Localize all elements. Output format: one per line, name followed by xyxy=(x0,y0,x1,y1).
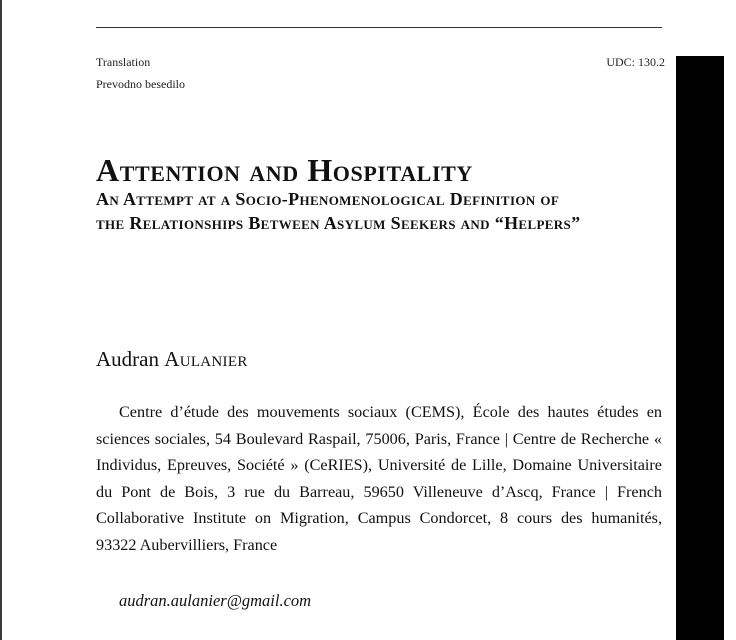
section-label-block xyxy=(96,51,185,95)
section-label: Translation xyxy=(96,55,151,69)
author-affiliation: Centre d’étude des mouvements sociaux (CEMS), École des hautes études en sciences sociales, 54 Boulevard Raspail, 75006, Paris, France | Centre de Recherche « Individus, Epreuves, Société » (CeRIES), Université de Lille, Domaine Universitaire du Pont de Bois, 3 rue du Barreau, 59650 Villeneuve d’Ascq, France | French Collaborative Institute on Migration, Campus Condorcet, 8 cours des humanités, 93322 Aubervilliers, France xyxy=(96,403,662,554)
article-title: Attention and Hospitality xyxy=(96,152,473,188)
header-rule xyxy=(96,27,662,28)
viewer-right-edge-bar xyxy=(676,56,724,640)
author-surname: Aulanier xyxy=(164,347,248,371)
author-email[interactable]: audran.aulanier@gmail.com xyxy=(119,591,312,610)
udc-code: UDC: 130.2 xyxy=(606,55,665,69)
subtitle-line-2: the Relationships Between Asylum Seekers and “Helpers” xyxy=(96,213,581,233)
author-name xyxy=(96,344,248,374)
article-subtitle xyxy=(96,187,580,235)
subtitle-line-1: An Attempt at a Socio-Phenomenological Definition of xyxy=(96,189,560,209)
section-label-alt: Prevodno besedilo xyxy=(96,77,185,91)
author-given-name: Audran xyxy=(96,347,159,371)
